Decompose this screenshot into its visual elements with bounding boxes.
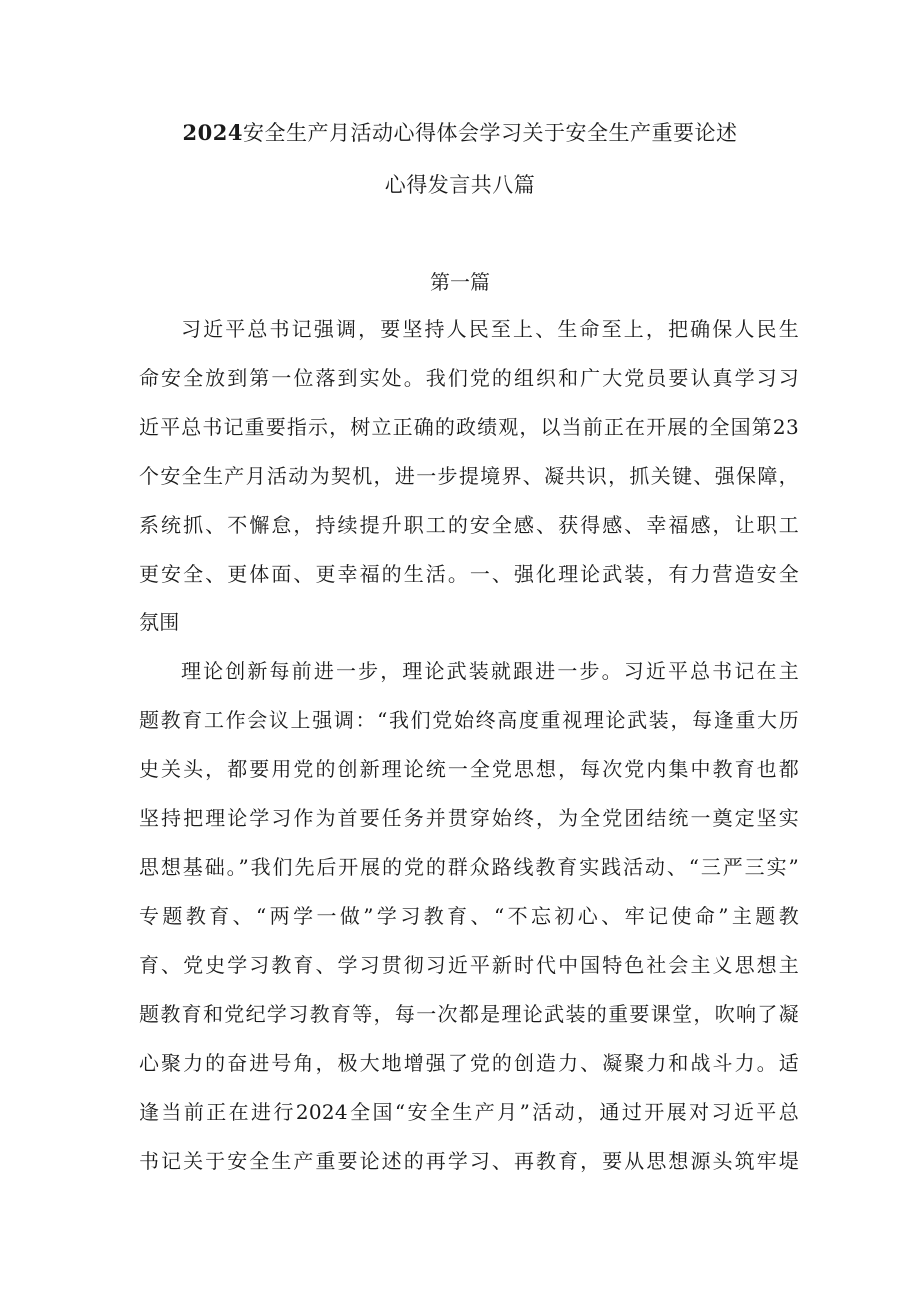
paragraph-2-line: 育、党史学习教育、学习贯彻习近平新时代中国特色社会主义思想主 <box>139 953 799 977</box>
paragraph-1-line: 个安全生产月活动为契机，进一步提境界、凝共识，抓关键、强保障， <box>139 464 799 488</box>
title-text: 安全生产月活动心得体会学习关于安全生产重要论述 <box>242 121 738 145</box>
paragraph-1-line: 系统抓、不懈怠，持续提升职工的安全感、获得感、幸福感，让职工 <box>139 513 799 537</box>
document-title-line-2: 心得发言共八篇 <box>384 173 536 197</box>
paragraph-2-line: 题教育工作会议上强调：“我们党始终高度重视理论武装，每逢重大历 <box>139 708 799 732</box>
paragraph-2-line: 史关头，都要用党的创新理论统一全党思想，每次党内集中教育也都 <box>139 757 799 781</box>
paragraph-1-line: 氛围 <box>139 610 180 634</box>
paragraph-2-line: 思想基础。”我们先后开展的党的群众路线教育实践活动、“三严三实” <box>139 855 799 879</box>
paragraph-1-line: 命安全放到第一位落到实处。我们党的组织和广大党员要认真学习习 <box>139 366 799 390</box>
paragraph-2-line: 逢当前正在进行2024全国“安全生产月”活动，通过开展对习近平总 <box>139 1100 799 1124</box>
paragraph-2-line: 书记关于安全生产重要论述的再学习、再教育，要从思想源头筑牢堤 <box>139 1149 799 1173</box>
paragraph-2-line: 理论创新每前进一步，理论武装就跟进一步。习近平总书记在主 <box>181 659 799 683</box>
title-year: 2024 <box>182 120 243 145</box>
paragraph-2-line: 专题教育、“两学一做”学习教育、“不忘初心、牢记使命”主题教 <box>139 904 799 928</box>
paragraph-2-line: 坚持把理论学习作为首要任务并贯穿始终，为全党团结统一奠定坚实 <box>139 806 799 830</box>
paragraph-2-line: 题教育和党纪学习教育等，每一次都是理论武装的重要课堂，吹响了凝 <box>139 1002 799 1026</box>
paragraph-2-line: 心聚力的奋进号角，极大地增强了党的创造力、凝聚力和战斗力。适 <box>139 1051 799 1075</box>
section-heading: 第一篇 <box>430 270 490 294</box>
paragraph-1-line: 更安全、更体面、更幸福的生活。一、强化理论武装，有力营造安全 <box>139 562 799 586</box>
paragraph-1-line: 近平总书记重要指示，树立正确的政绩观，以当前正在开展的全国第23 <box>139 415 799 439</box>
document-title-line-1 <box>0 119 920 147</box>
paragraph-1-line: 习近平总书记强调，要坚持人民至上、生命至上，把确保人民生 <box>181 317 799 341</box>
